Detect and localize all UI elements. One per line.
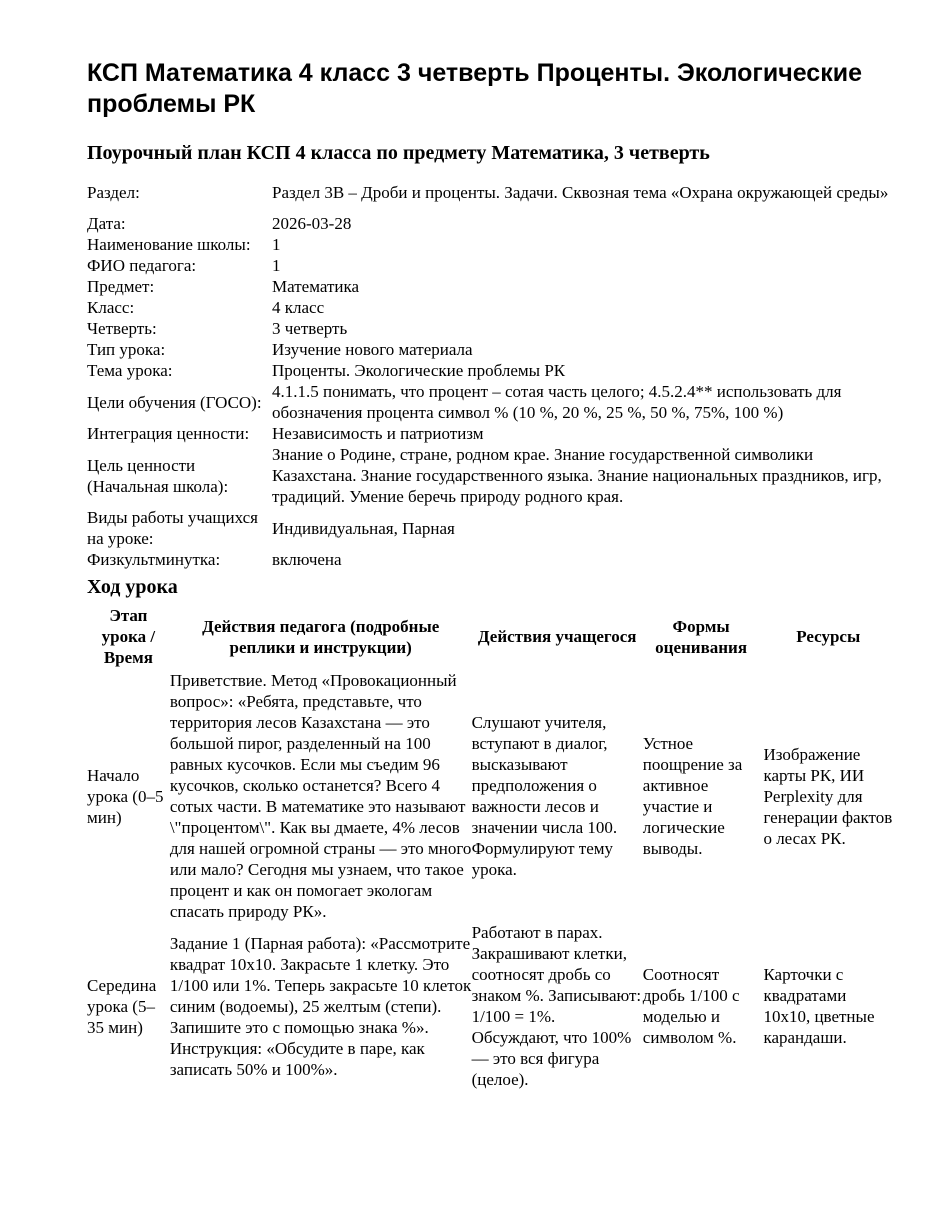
plan-subtitle: Поурочный план КСП 4 класса по предмету Математика, 3 четверть	[87, 142, 710, 164]
lesson-flow-table	[87, 603, 897, 1090]
header-assessment: Формы оценивания	[655, 616, 748, 657]
info-row-date	[87, 213, 897, 234]
info-label: Тема урока:	[87, 361, 173, 380]
info-row-subject	[87, 276, 897, 297]
header-student-actions: Действия учащегося	[477, 627, 637, 646]
info-value: 4 класс	[272, 298, 325, 317]
info-row-teacher	[87, 255, 897, 276]
info-label: Дата:	[87, 214, 126, 233]
info-row-grade	[87, 297, 897, 318]
resources-cell: Карточки с квадратами 10x10, цветные карандаши.	[763, 965, 875, 1047]
info-row-lesson-type	[87, 339, 897, 360]
info-value: 4.1.1.5 понимать, что процент – сотая часть целого; 4.5.2.4** использовать для обозначения процента символ % (10 %, 20 %, 25 %, 50 %, 75%, 100 %)	[272, 382, 842, 422]
info-label: ФИО педагога:	[87, 256, 197, 275]
assessment-cell: Устное поощрение за активное участие и логические выводы.	[642, 734, 743, 858]
info-label: Цель ценности (Начальная школа):	[87, 455, 229, 496]
info-row-learning-goals	[87, 381, 897, 423]
table-row	[87, 670, 897, 922]
header-resources: Ресурсы	[796, 627, 861, 646]
info-row-work-types	[87, 507, 897, 549]
page-title: КСП Математика 4 класс 3 четверть Проценты. Экологические проблемы РК	[87, 59, 862, 118]
info-value: включена	[272, 550, 342, 569]
info-label: Виды работы учащихся на уроке:	[87, 508, 258, 548]
teacher-actions-cell: Приветствие. Метод «Провокационный вопрос»: «Ребята, представьте, что территория лесов Казахстана — это большой пирог, разделенный на 100 равных кусочков. Если мы съедим 96 кусочков, сколько останется? Всего 4 сотых части. В математике это называют \"процентом\". Как вы дмаете, 4% лесов для нашей огромной страны — это много или мало? Сегодня мы узнаем, что такое процент и как он помогает экологам спасать природу РК».	[169, 671, 472, 921]
student-actions-cell: Слушают учителя, вступают в диалог, высказывают предположения о важности лесов и значении числа 100. Формулируют тему урока.	[471, 713, 618, 879]
info-value: Индивидуальная, Парная	[272, 518, 455, 538]
info-value: 3 четверть	[272, 319, 348, 338]
assessment-cell: Соотносят дробь 1/100 с моделью и символом %.	[642, 965, 740, 1047]
info-label: Цели обучения (ГОСО):	[87, 392, 262, 412]
info-row-section	[87, 171, 897, 213]
teacher-actions-cell: Задание 1 (Парная работа): «Рассмотрите квадрат 10x10. Закрасьте 1 клетку. Это 1/100 или 1%. Теперь закрасьте 10 клеток синим (водоемы), 25 желтым (степи). Запишите это с помощью знака %». Инструкция: «Обсудите в паре, как записать 50% и 100%».	[169, 933, 472, 1079]
info-label: Тип урока:	[87, 340, 166, 359]
plan-info-table	[87, 171, 897, 570]
info-value: Раздел 3В – Дроби и проценты. Задачи. Сквозная тема «Охрана окружающей среды»	[272, 182, 889, 202]
info-value: Проценты. Экологические проблемы РК	[272, 361, 566, 380]
info-row-physical-break	[87, 549, 897, 570]
info-value: Знание о Родине, стране, родном крае. Знание государственной символики Казахстана. Знание государственного языка. Знание национальных праздников, игр, традиций. Умение беречь природу родного края.	[272, 445, 882, 506]
stage-cell: Начало урока (0–5 мин)	[87, 765, 164, 827]
header-teacher-actions: Действия педагога (подробные реплики и инструкции)	[202, 616, 440, 657]
info-row-school	[87, 234, 897, 255]
info-label: Наименование школы:	[87, 235, 251, 254]
info-label: Предмет:	[87, 277, 155, 296]
info-value: 1	[272, 235, 281, 254]
table-row	[87, 922, 897, 1090]
info-value: Независимость и патриотизм	[272, 424, 484, 443]
student-actions-cell: Работают в парах. Закрашивают клетки, соотносят дробь со знаком %. Записывают: 1/100 = 1%. Обсуждают, что 100% — это вся фигура (целое).	[471, 923, 642, 1089]
info-label: Интеграция ценности:	[87, 424, 250, 443]
info-label: Четверть:	[87, 319, 157, 338]
info-row-lesson-topic	[87, 360, 897, 381]
document-page	[87, 58, 897, 1090]
info-value: Изучение нового материала	[272, 340, 473, 359]
info-value: 2026-03-28	[272, 214, 352, 233]
info-label: Физкультминутка:	[87, 550, 221, 569]
resources-cell: Изображение карты РК, ИИ Perplexity для генерации фактов о лесах РК.	[763, 744, 893, 848]
stage-cell: Середина урока (5–35 мин)	[87, 975, 157, 1037]
header-stage: Этап урока / Время	[101, 606, 156, 667]
info-row-value-integration	[87, 423, 897, 444]
lesson-table-header	[87, 603, 897, 670]
lesson-flow-heading: Ход урока	[87, 576, 178, 598]
info-row-quarter	[87, 318, 897, 339]
info-value: 1	[272, 256, 281, 275]
info-label: Класс:	[87, 298, 135, 317]
info-label: Раздел:	[87, 182, 140, 202]
info-value: Математика	[272, 277, 360, 296]
info-row-value-goal	[87, 444, 897, 507]
